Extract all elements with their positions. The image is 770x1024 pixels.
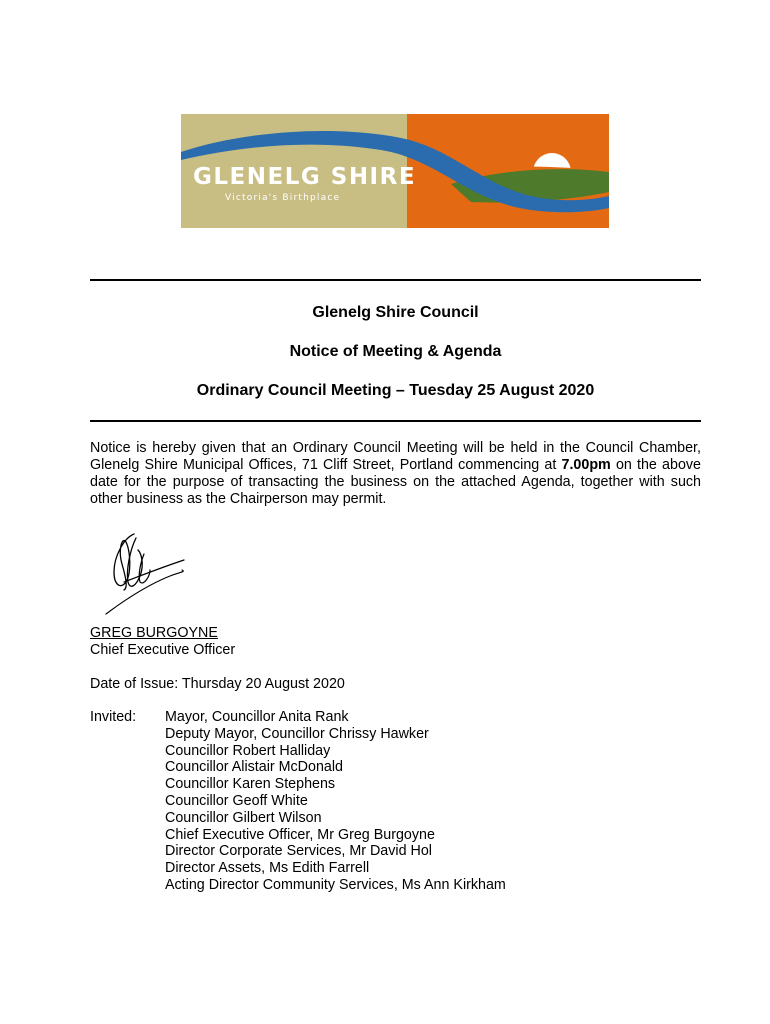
notice-time: 7.00pm bbox=[561, 457, 611, 473]
list-item: Councillor Alistair McDonald bbox=[165, 759, 343, 776]
list-item: Councillor Karen Stephens bbox=[165, 776, 336, 793]
notice-text-before: Notice is hereby given that an Ordinary Council Meeting will be held in the Council Chamber, Glenelg Shire Municipal Offices, 71 Cliff Street, Portland commencing at bbox=[90, 440, 701, 473]
list-item: Director Assets, Ms Edith Farrell bbox=[165, 860, 370, 877]
list-item: Director Corporate Services, Mr David Hol bbox=[165, 843, 432, 860]
invited-label: Invited: bbox=[90, 709, 137, 725]
list-item: Chief Executive Officer, Mr Greg Burgoyne bbox=[165, 826, 435, 843]
list-item: Acting Director Community Services, Ms Ann Kirkham bbox=[165, 876, 506, 893]
date-of-issue: Date of Issue: Thursday 20 August 2020 bbox=[90, 676, 345, 692]
notice-paragraph bbox=[90, 440, 701, 508]
logo-tagline: Victoria's Birthplace bbox=[225, 193, 341, 203]
notice-heading: Notice of Meeting & Agenda bbox=[289, 343, 502, 360]
list-item: Councillor Gilbert Wilson bbox=[165, 809, 322, 826]
list-item: Councillor Robert Halliday bbox=[165, 742, 331, 759]
invitee-list bbox=[165, 709, 506, 894]
list-item: Deputy Mayor, Councillor Chrissy Hawker bbox=[165, 725, 429, 742]
meeting-heading: Ordinary Council Meeting – Tuesday 25 August 2020 bbox=[196, 382, 595, 399]
logo-name: GLENELG SHIRE bbox=[193, 164, 417, 190]
council-heading: Glenelg Shire Council bbox=[312, 304, 479, 321]
ceo-name: GREG BURGOYNE bbox=[90, 625, 218, 641]
notice-text-after: on the above date for the purpose of transacting the business on the attached Agenda, together with such other business as the Chairperson may permit. bbox=[90, 457, 702, 507]
bottom-divider bbox=[90, 420, 701, 422]
ceo-signature bbox=[100, 520, 210, 620]
list-item: Mayor, Councillor Anita Rank bbox=[165, 709, 349, 725]
glenelg-shire-logo bbox=[181, 114, 609, 228]
list-item: Councillor Geoff White bbox=[165, 792, 308, 809]
ceo-title: Chief Executive Officer bbox=[90, 642, 236, 658]
top-divider bbox=[90, 279, 701, 281]
